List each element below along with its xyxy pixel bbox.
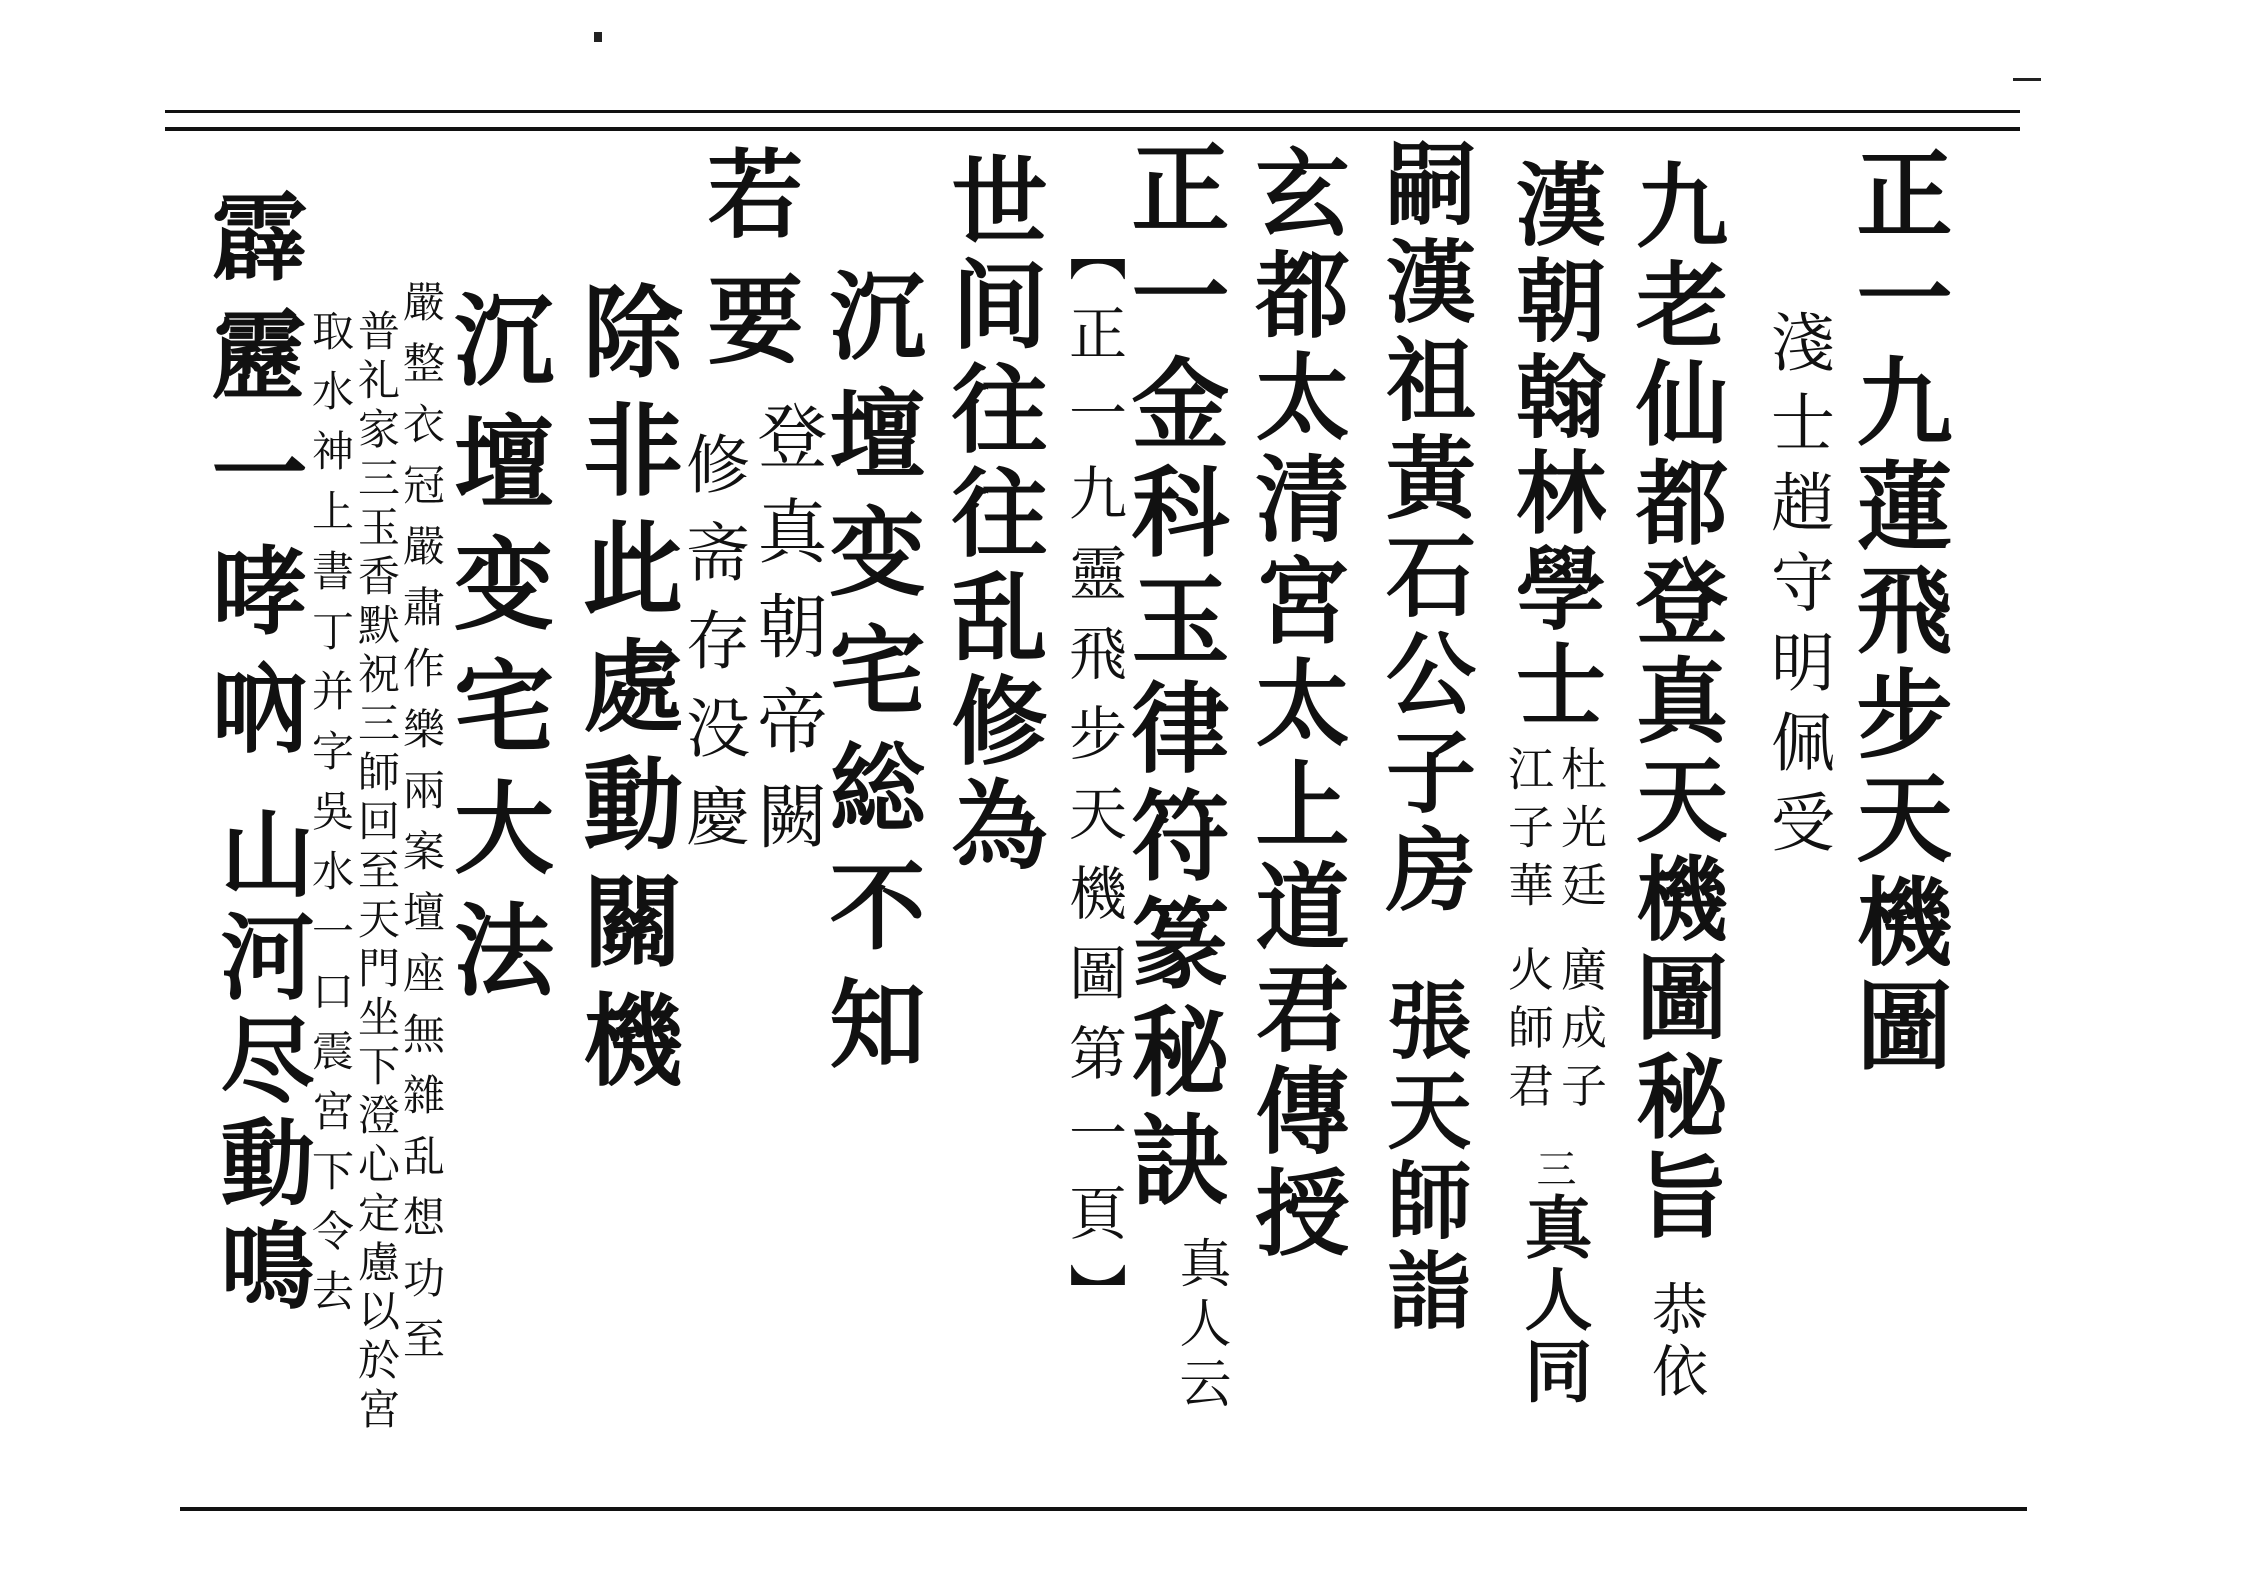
method-title: 沉壇变宅大法 <box>437 288 555 1020</box>
bottom-rule <box>180 1507 2027 1511</box>
recipient-line: 淺士趙守明佩受 <box>1760 309 1834 869</box>
top-rule-lower <box>165 127 2020 131</box>
incantation-part-2: 山河尽動鳴 <box>204 805 314 1320</box>
verse-line-1: 世间往往乱修為 <box>936 151 1049 879</box>
document-title: 正一九蓮飛步天機圖 <box>1841 144 1954 1080</box>
method-note-3: 取水神上書丁并字吳水一口震宮下令去 <box>306 309 355 1329</box>
lineage-line-4: 玄都太清宮太上道君傳授 <box>1239 144 1349 1266</box>
lineage-line-3: 嗣漢祖黃石公子房 <box>1370 137 1476 921</box>
lineage-line-2: 漢朝翰林學士 <box>1500 158 1606 734</box>
lineage-line-2-small: 三 <box>1530 1148 1576 1188</box>
lineage-line-1: 九老仙都登真天機圖秘旨 <box>1621 158 1729 1247</box>
lineage-line-3-end: 張天師詣 <box>1374 977 1473 1337</box>
verse-line-2: 沉壇变宅総不知 <box>814 266 927 1092</box>
method-note-2: 普礼家三玉香默祝三師回至天門坐下澄心定慮以於宮 <box>352 309 401 1436</box>
verse-line-4: 除非此處動關機 <box>566 280 684 1106</box>
ink-speck <box>594 32 602 42</box>
lineage-line-2-end: 真人同 <box>1513 1192 1593 1408</box>
method-note-1: 嚴整衣冠嚴肅作樂兩案壇座無雜乱想功至 <box>397 280 446 1378</box>
verse-line-3-head: 若要 <box>692 144 805 396</box>
edge-mark <box>2013 78 2041 81</box>
lineage-line-2-note-left: 江子華 火師君 <box>1501 745 1555 1120</box>
lineage-line-2-note-right: 杜光廷 廣成子 <box>1554 745 1608 1120</box>
lineage-line-5-note: 真人云 <box>1170 1236 1230 1416</box>
lineage-line-1-note: 恭依 <box>1643 1280 1708 1404</box>
top-rule-upper <box>165 110 2020 113</box>
lineage-line-5: 正一金科玉律符篆秘訣 <box>1115 137 1230 1217</box>
page-marker: 【正一九靈飛步天機圖第一頁】 <box>1059 223 1127 1343</box>
verse-line-3-note: 修斋存没慶 <box>675 431 749 871</box>
incantation-part-1: 霹靂一哮吶 <box>196 187 309 777</box>
verse-line-2-note: 登真朝帝闕 <box>746 400 828 875</box>
